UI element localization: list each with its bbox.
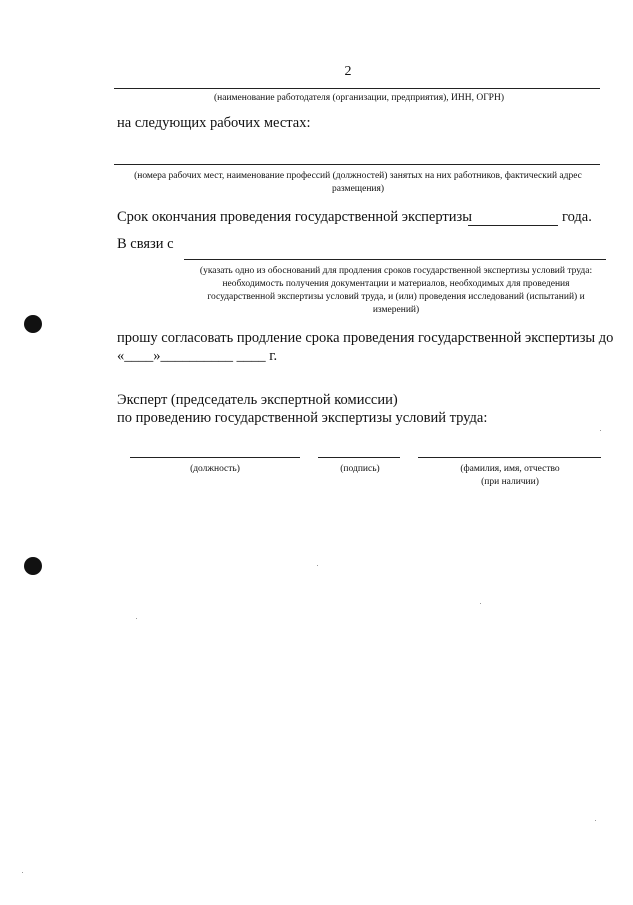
request-text: прошу согласовать продление срока проведения государственной экспертизы до	[117, 330, 614, 346]
signature-line	[318, 457, 400, 458]
punch-hole-top	[24, 315, 42, 333]
reason-label: В связи с	[117, 236, 174, 252]
position-line	[130, 457, 300, 458]
expert-line-1: Эксперт (председатель экспертной комиссии)	[117, 392, 398, 408]
signature-caption: (подпись)	[340, 464, 380, 474]
workplaces-line	[114, 164, 600, 165]
scan-speck	[600, 430, 601, 431]
employer-line	[114, 88, 600, 89]
workplaces-caption: (номера рабочих мест, наименование профессий (должностей) занятых на них работников, фактический адрес размещения)	[134, 171, 582, 194]
scan-speck	[595, 820, 596, 821]
expert-line-2: по проведению государственной экспертизы условий труда:	[117, 410, 488, 426]
deadline-suffix: года.	[562, 209, 592, 225]
employer-caption: (наименование работодателя (организации, предприятия), ИНН, ОГРН)	[213, 93, 504, 103]
punch-hole-bottom	[24, 557, 42, 575]
scan-speck	[22, 872, 23, 873]
reason-caption: (указать одно из обоснований для продления сроков государственной экспертизы условий труда: необходимость получения документации и материалов, необходимых для проведения государственной экспертизы условий труда, и (или) проведения исследований (испытаний) и измерений)	[199, 266, 593, 315]
position-caption: (должность)	[190, 464, 240, 474]
reason-line	[184, 259, 606, 260]
name-line	[418, 457, 601, 458]
date-line: «____»__________ ____ г.	[117, 348, 278, 364]
name-caption: (фамилия, имя, отчество (при наличии)	[460, 464, 560, 487]
page-number: 2	[344, 64, 352, 79]
scan-speck	[136, 618, 137, 619]
deadline-blank	[468, 225, 558, 226]
deadline-label: Срок окончания проведения государственной экспертизы	[117, 209, 472, 225]
workplaces-label: на следующих рабочих местах:	[117, 115, 311, 131]
scan-speck	[317, 565, 318, 566]
scan-speck	[480, 603, 481, 604]
